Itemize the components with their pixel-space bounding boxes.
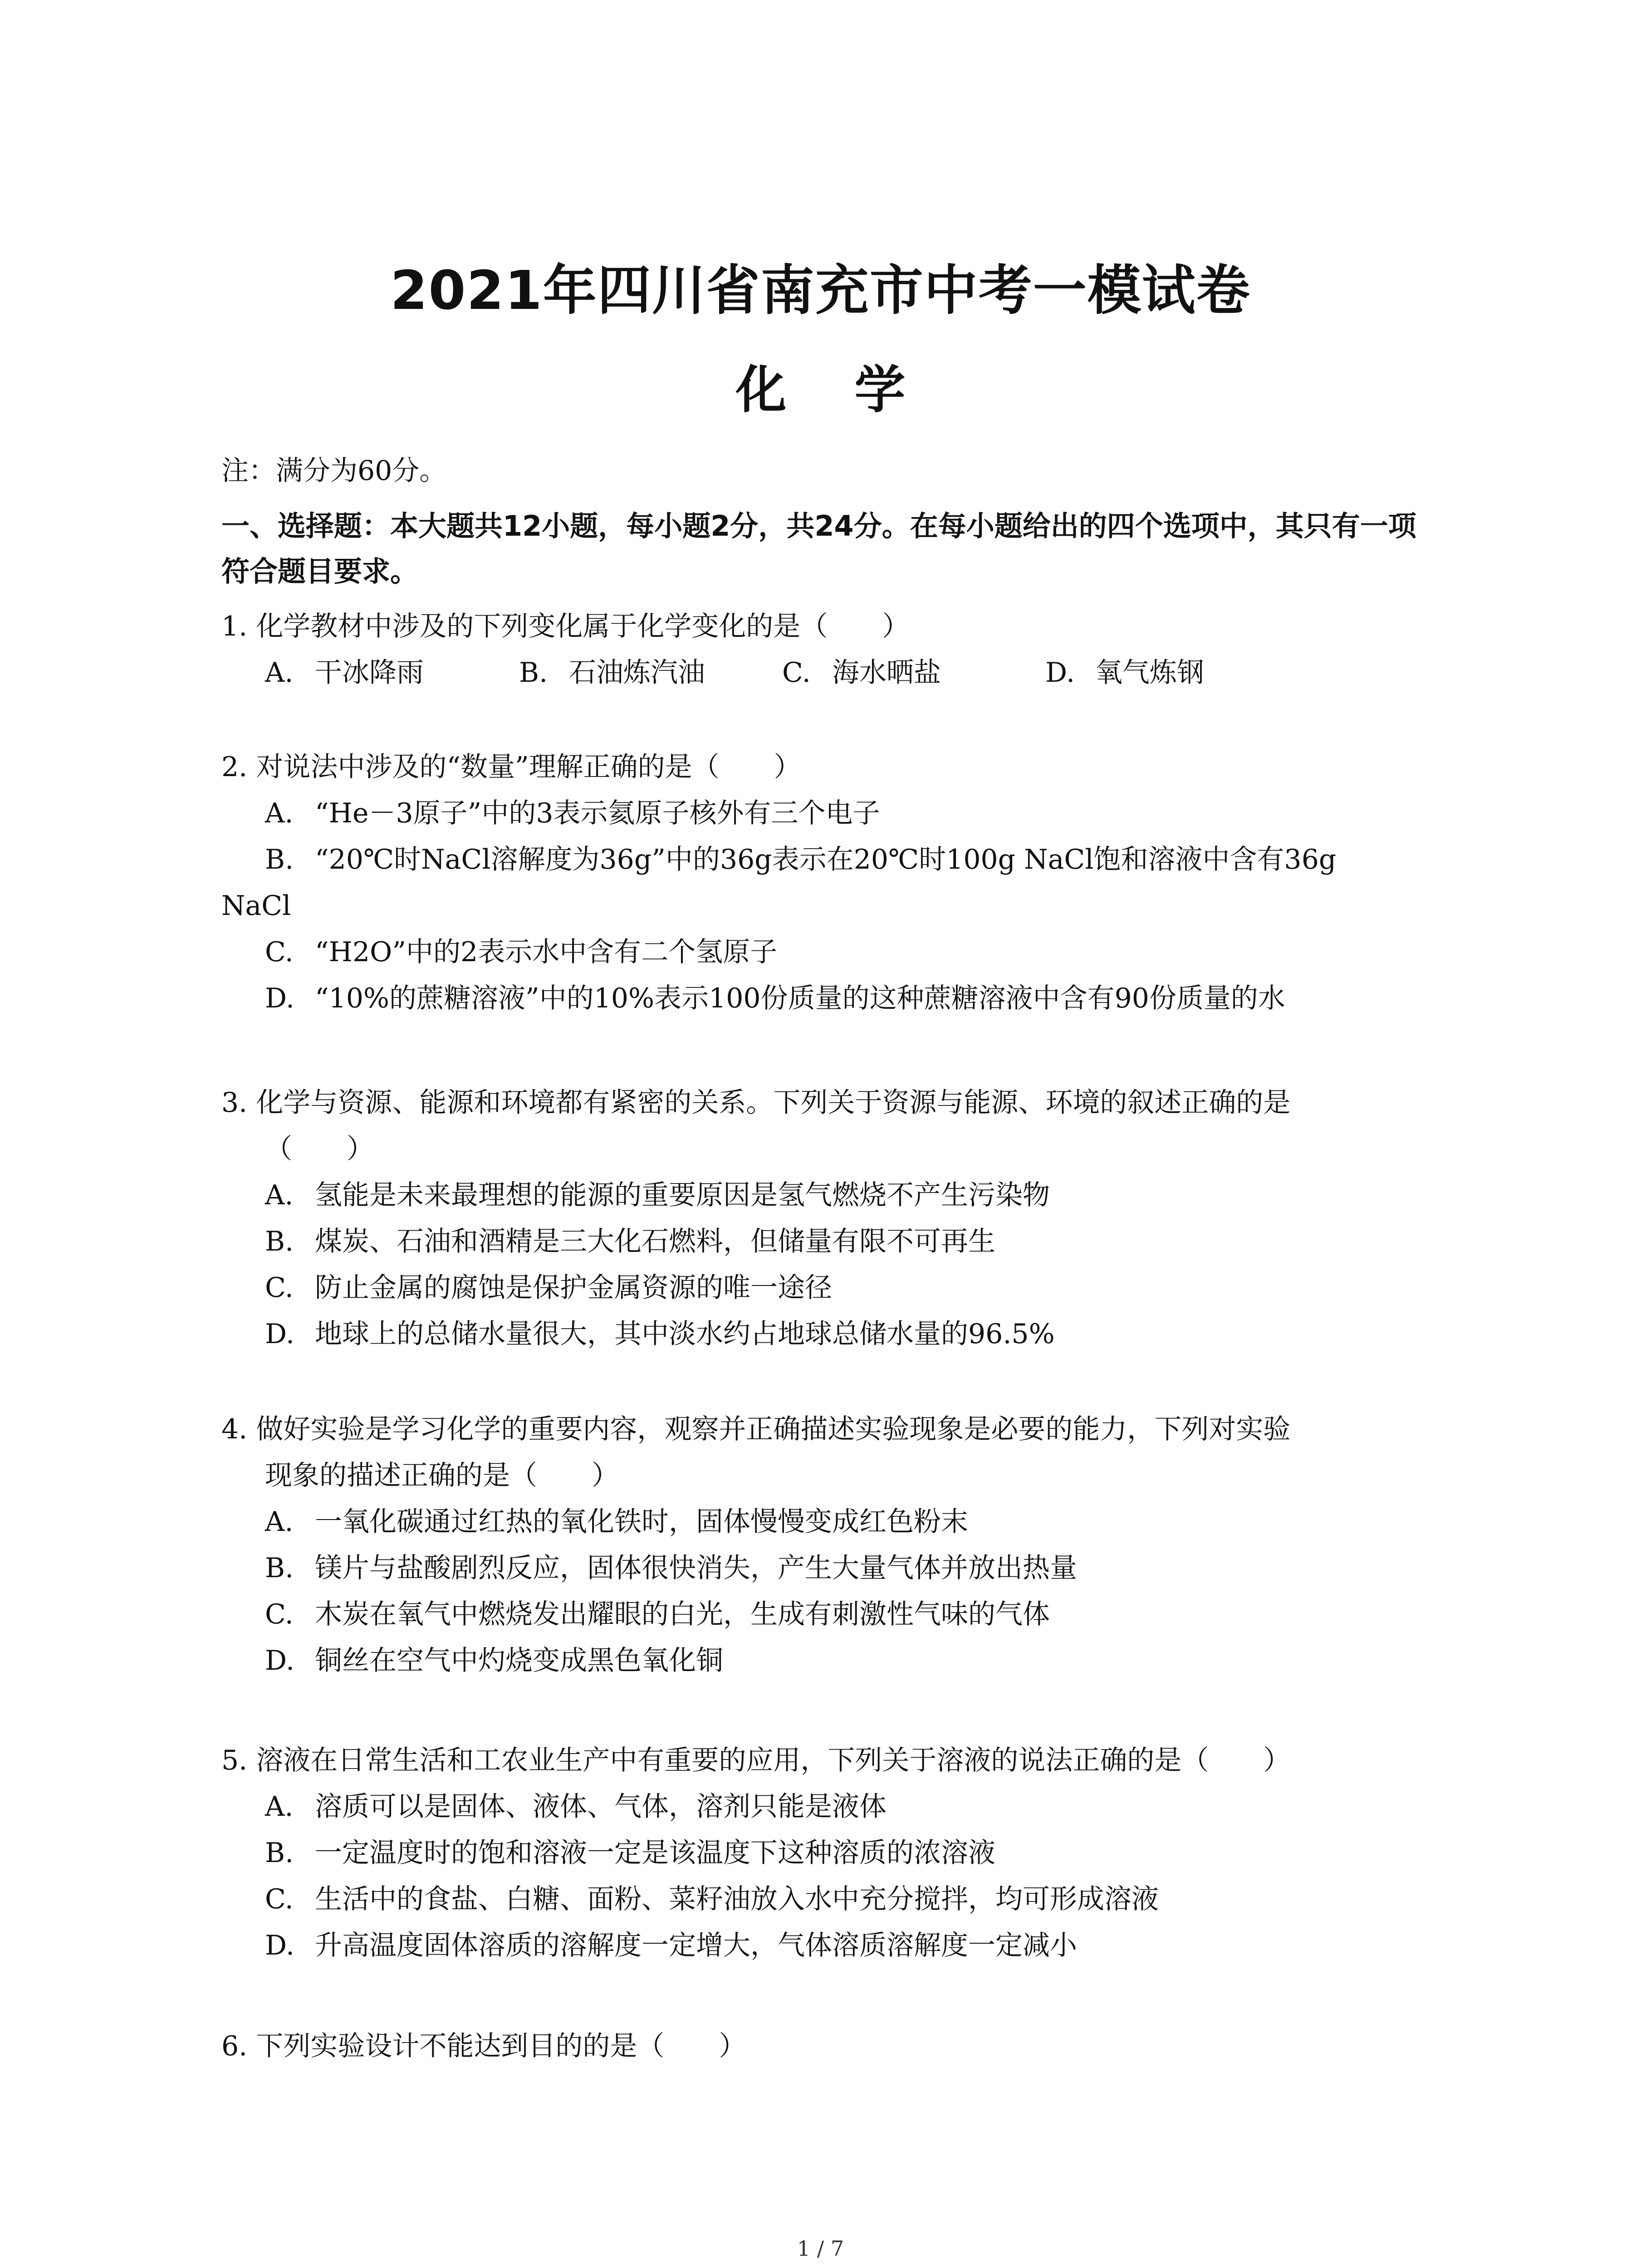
option-d: D. 升高温度固体溶质的溶解度一定增大，气体溶质溶解度一定减小 [265,1930,1077,1961]
question-stem: 5. 溶液在日常生活和工农业生产中有重要的应用，下列关于溶液的说法正确的是（ ） [221,1745,1291,1776]
option-a: A. “He－3原子”中的3表示氦原子核外有三个电子 [265,797,880,829]
option-b: B. 镁片与盐酸剧烈反应，固体很快消失，产生大量气体并放出热量 [265,1552,1077,1584]
option-b: B. 石油炼汽油 [519,657,705,689]
section-heading: 一、选择题：本大题共12小题，每小题2分，共24分。在每小题给出的四个选项中，其只有一项符合题目要求。 [221,509,1416,588]
question-stem: 3. 化学与资源、能源和环境都有紧密的关系。下列关于资源与能源、环境的叙述正确的是 [221,1087,1291,1119]
subject-char-2: 学 [854,361,906,420]
score-note: 注：满分为60分。 [221,455,447,487]
option-b: B. “20℃时NaCl溶解度为36g”中的36g表示在20℃时100g NaCl饱和溶液中含有36g [265,844,1337,875]
option-d: D. 地球上的总储水量很大，其中淡水约占地球总储水量的96.5% [265,1318,1055,1350]
option-a: A. 氢能是未来最理想的能源的重要原因是氢气燃烧不产生污染物 [265,1179,1050,1211]
option-c: C. 木炭在氧气中燃烧发出耀眼的白光，生成有刺激性气味的气体 [265,1598,1050,1630]
option-a: A. 一氧化碳通过红热的氧化铁时，固体慢慢变成红色粉末 [265,1506,968,1538]
option-a: A. 干冰降雨 [265,657,424,689]
option-d: D. 氧气炼钢 [1045,657,1204,689]
question-2 [221,744,1446,1022]
option-d: D. 铜丝在空气中灼烧变成黑色氧化铜 [265,1645,723,1677]
question-stem: 1. 化学教材中涉及的下列变化属于化学变化的是（ ） [221,611,910,642]
question-stem-continued: （ ） [265,1133,374,1165]
exam-title: 2021年四川省南充市中考一模试卷 [390,259,1251,322]
question-stem: 6. 下列实验设计不能达到目的的是（ ） [221,2030,746,2062]
question-stem-continued: 现象的描述正确的是（ ） [265,1460,619,1491]
option-c: C. 防止金属的腐蚀是保护金属资源的唯一途径 [265,1272,832,1304]
option-d: D. “10%的蔗糖溶液”中的10%表示100份质量的这种蔗糖溶液中含有90份质量的水 [265,982,1285,1014]
option-b-continued: NaCl [221,890,291,922]
question-4 [221,1406,1446,1684]
option-b: B. 煤炭、石油和酒精是三大化石燃料，但储量有限不可再生 [265,1226,995,1257]
question-1 [221,603,1446,696]
option-c: C. “H2O”中的2表示水中含有二个氢原子 [265,936,778,968]
page-number: 1 / 7 [797,2236,844,2261]
option-c: C. 生活中的食盐、白糖、面粉、菜籽油放入水中充分搅拌，均可形成溶液 [265,1883,1159,1915]
subject-char-1: 化 [735,361,787,420]
question-5 [221,1737,1446,1969]
options-row [221,650,1446,696]
question-stem: 2. 对说法中涉及的“数量”理解正确的是（ ） [221,751,801,783]
question-6 [221,2023,1446,2069]
question-3 [221,1080,1446,1357]
option-b: B. 一定温度时的饱和溶液一定是该温度下这种溶质的浓溶液 [265,1837,995,1869]
option-a: A. 溶质可以是固体、液体、气体，溶剂只能是液体 [265,1791,887,1823]
option-c: C. 海水晒盐 [782,657,941,689]
question-stem: 4. 做好实验是学习化学的重要内容，观察并正确描述实验现象是必要的能力，下列对实验 [221,1413,1291,1445]
subject-title [0,349,1641,422]
